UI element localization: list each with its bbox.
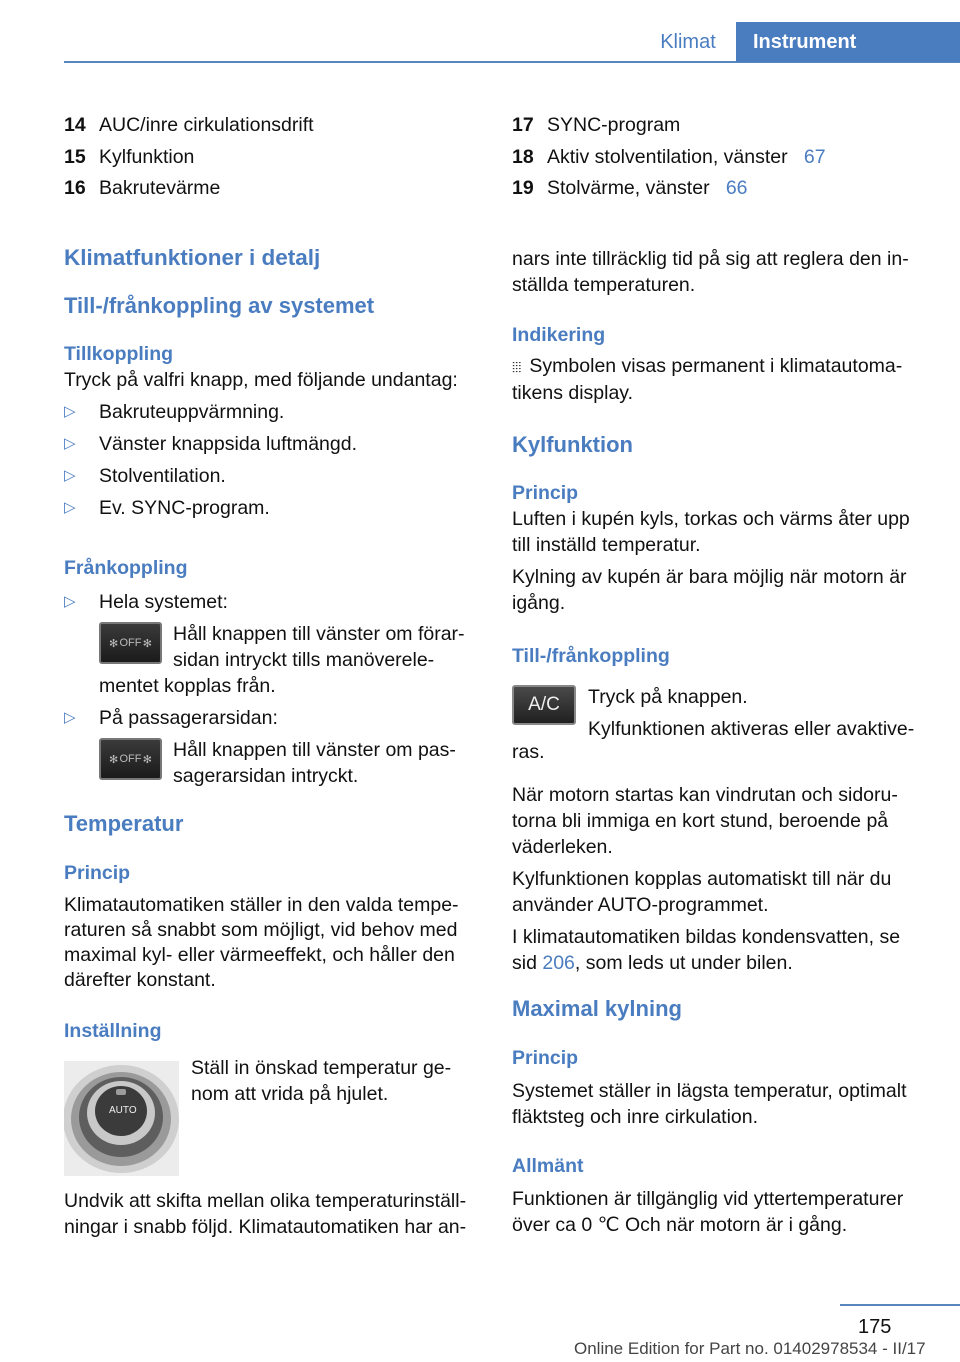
legend-item: 18 Aktiv stolventilation, vänster 67: [512, 145, 826, 168]
paragraph: ras.: [512, 741, 545, 763]
bullet-triangle-icon: ▷: [64, 403, 76, 420]
page-ref-link[interactable]: 206: [542, 952, 575, 974]
bullet-triangle-icon: ▷: [64, 435, 76, 452]
heat-symbol-icon: ⦙⦙⦙: [512, 359, 522, 375]
fan-off-button-image: [99, 738, 162, 780]
heading-installning: Inställning: [64, 1020, 162, 1042]
bullet-triangle-icon: ▷: [64, 499, 76, 516]
list-item: ▷ Hela systemet:: [64, 591, 228, 613]
ac-label: A/C: [528, 694, 560, 715]
legend-item: 16 Bakrutevärme: [64, 177, 221, 199]
knob-label: AUTO: [109, 1105, 137, 1116]
list-item: ▷ På passagerarsidan:: [64, 707, 278, 729]
paragraph: nars inte tillräcklig tid på sig att reglera den in-ställda temperaturen.: [512, 248, 909, 296]
list-item: ▷ Ev. SYNC-program.: [64, 497, 270, 519]
paragraph: Håll knappen till vänster om förar- sidan intryckt tills manöverele-: [173, 623, 465, 671]
footer-rule: [840, 1304, 960, 1306]
off-label: OFF: [119, 637, 142, 649]
heading-kylfunktion: Kylfunktion: [512, 432, 633, 457]
heading-indikering: Indikering: [512, 324, 606, 346]
fan-icon: ✻: [142, 753, 152, 766]
ac-button-image: [512, 685, 576, 725]
fan-icon: ✻: [109, 637, 119, 650]
legend-item: 17 SYNC-program: [512, 114, 681, 136]
tab-klimat[interactable]: Klimat: [660, 30, 716, 53]
heading-princip: Princip: [64, 862, 131, 884]
paragraph: Funktionen är tillgänglig vid yttertemperaturer över ca 0 ℃ Och när motorn är i gång.: [512, 1188, 904, 1236]
heading-tillkoppling: Tillkoppling: [64, 343, 174, 365]
paragraph: Kylning av kupén är bara möjlig när motorn är igång.: [512, 566, 907, 614]
paragraph: mentet kopplas från.: [99, 675, 276, 697]
bullet-triangle-icon: ▷: [64, 709, 76, 726]
paragraph: Klimatautomatiken ställer in den valda tempe-raturen så snabbt som möjligt, vid behov med maximal kyl- eller värmeeffekt, och håller den därefter konstant.: [64, 894, 459, 991]
paragraph: Tryck på valfri knapp, med följande undantag:: [64, 369, 458, 391]
list-item: ▷ Bakruteuppvärmning.: [64, 401, 285, 423]
paragraph: Håll knappen till vänster om pas- sagerarsidan intryckt.: [173, 739, 456, 787]
off-label: OFF: [119, 753, 142, 765]
legend-right: [512, 112, 924, 207]
heading-allmant: Allmänt: [512, 1155, 584, 1177]
tab-instrument[interactable]: Instrument: [736, 22, 960, 62]
fan-off-button-image: [99, 622, 162, 664]
paragraph: Undvik att skifta mellan olika temperaturinställ-ningar i snabb följd. Klimatautomatiken har an-: [64, 1190, 467, 1238]
heading-detail: Klimatfunktioner i detalj: [64, 245, 321, 270]
paragraph: Ställ in önskad temperatur ge- nom att vrida på hjulet.: [191, 1057, 452, 1105]
heading-onoff: Till-/frånkoppling: [512, 645, 670, 667]
bullet-triangle-icon: ▷: [64, 593, 76, 610]
legend-item: 14 AUC/inre cirkulationsdrift: [64, 114, 314, 136]
heading-temperatur: Temperatur: [64, 811, 184, 836]
fan-icon: ✻: [142, 637, 152, 650]
temperature-wheel-image: [64, 1061, 179, 1176]
paragraph: ⦙⦙⦙ Symbolen visas permanent i klimatautoma-tikens display.: [512, 355, 903, 404]
paragraph: Kylfunktionen kopplas automatiskt till när du använder AUTO-programmet.: [512, 868, 892, 916]
paragraph: Luften i kupén kyls, torkas och värms åter upp till inställd temperatur.: [512, 508, 910, 556]
list-item: ▷ Stolventilation.: [64, 465, 226, 487]
bullet-triangle-icon: ▷: [64, 467, 76, 484]
legend-item: 15 Kylfunktion: [64, 145, 195, 168]
list-item: ▷ Vänster knappsida luftmängd.: [64, 433, 357, 455]
legend-item: 19 Stolvärme, vänster 66: [512, 177, 748, 199]
edition-note: Online Edition for Part no. 01402978534 - II/17: [574, 1339, 926, 1358]
paragraph: När motorn startas kan vindrutan och sidoru-torna bli immiga en kort stund, beroende på väderleken.: [512, 784, 898, 858]
heading-princip: Princip: [512, 482, 579, 504]
heading-onoff: Till-/frånkoppling av systemet: [64, 293, 375, 318]
heading-princip: Princip: [512, 1047, 579, 1069]
heading-maxkyl: Maximal kylning: [512, 996, 682, 1021]
heading-frankoppling: Frånkoppling: [64, 557, 188, 579]
page-ref-link[interactable]: 66: [725, 177, 748, 199]
paragraph: Systemet ställer in lägsta temperatur, optimalt fläktsteg och inre cirkulation.: [512, 1080, 907, 1128]
legend-left: [64, 112, 476, 207]
paragraph: I klimatautomatiken bildas kondensvatten, se sid 206, som leds ut under bilen.: [512, 926, 901, 974]
page-ref-link[interactable]: 67: [803, 145, 826, 168]
temperature-wheel-icon: [64, 1061, 179, 1176]
fan-icon: ✻: [109, 753, 119, 766]
page-number: 175: [858, 1316, 892, 1338]
paragraph: Tryck på knappen. Kylfunktionen aktiveras eller avaktive-: [588, 686, 915, 740]
